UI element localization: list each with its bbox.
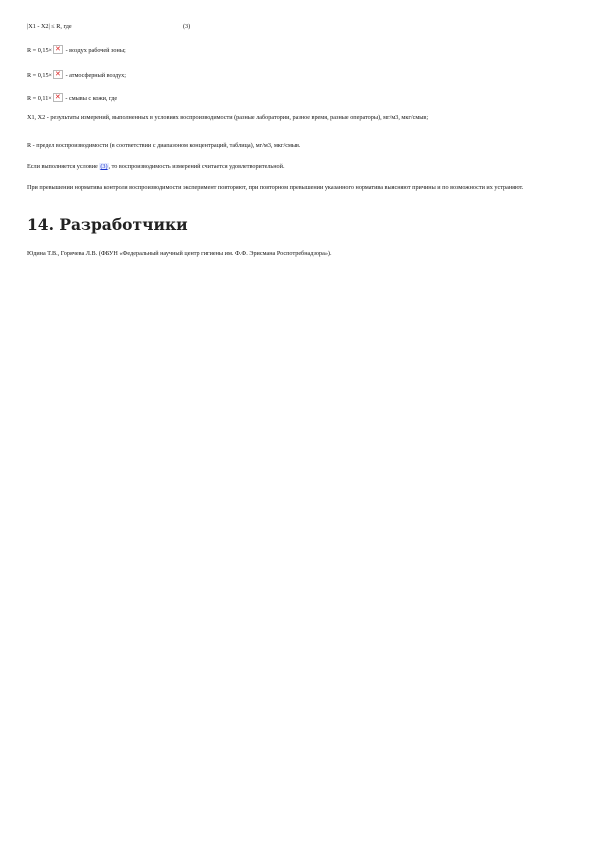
broken-image-icon [53, 93, 63, 102]
developers-text: Юдина Т.В., Горячева Л.В. (ФБУН «Федеральный научный центр гигиены им. Ф.Ф. Эрисмана Роспотребнадзора»). [27, 250, 332, 257]
limit-suffix: - смывы с кожи, где [65, 95, 118, 102]
limit-line-skin [27, 93, 117, 103]
section-heading: 14. Разработчики [27, 215, 188, 234]
limit-suffix: - атмосферный воздух; [65, 72, 126, 79]
limit-line-atmosphere [27, 70, 126, 80]
formula-line [27, 23, 72, 31]
limit-prefix: R = 0,15× [27, 47, 53, 54]
limit-prefix: R = 0,11× [27, 95, 52, 102]
limit-suffix: - воздух рабочей зоны; [65, 47, 126, 54]
broken-image-icon [53, 45, 63, 54]
condition-line [27, 163, 285, 171]
formula-text: |Х1 - Х2| ≤ R, где [27, 23, 72, 30]
limit-line-work-zone [27, 45, 126, 55]
definition-x: Х1, Х2 - результаты измерений, выполненных в условиях воспроизводимости (разные лаборатории, разное время, разные операторы), мг/м3, мкг/смыв; [27, 114, 429, 121]
limit-prefix: R = 0,15× [27, 72, 53, 79]
definition-r: R - предел воспроизводимости (в соответствии с диапазоном концентраций, таблица), мг/м3, мкг/смыв. [27, 142, 301, 149]
formula-number: (3) [183, 23, 191, 30]
exceed-note: При превышении норматива контроля воспроизводимости эксперимент повторяют, при повторном превышении указанного норматива выясняют причины и по возможности их устраняют. [27, 184, 524, 191]
condition-before: Если выполняется условие [27, 163, 98, 170]
condition-after: , то воспроизводимость измерений считается удовлетворительной. [108, 163, 285, 170]
broken-image-icon [53, 70, 63, 79]
formula-reference-link[interactable]: (3) [100, 163, 108, 170]
